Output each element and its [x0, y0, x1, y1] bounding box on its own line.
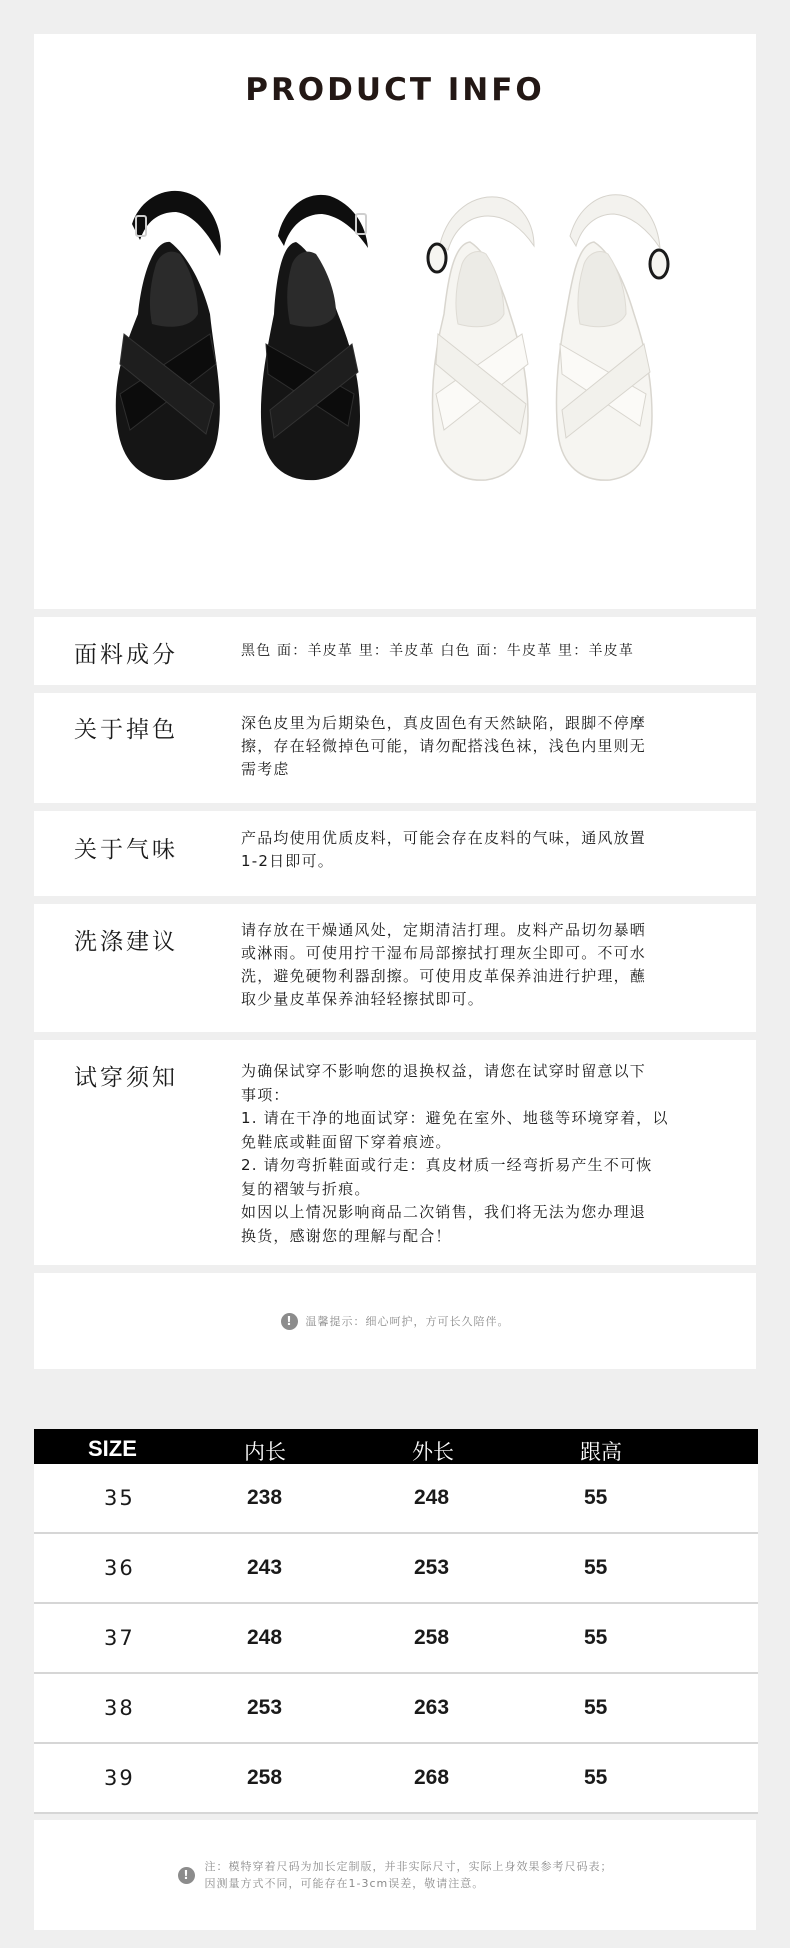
info-line: 如因以上情况影响商品二次销售，我们将无法为您办理退: [241, 1203, 647, 1221]
info-line: 免鞋底或鞋面留下穿着痕迹。: [241, 1132, 452, 1151]
cell-heel-height: 55: [584, 1766, 608, 1789]
cell-size: 39: [104, 1766, 135, 1790]
size-table: [34, 1429, 758, 1814]
info-line: 需考虑: [241, 760, 290, 778]
note-line: 因测量方式不同，可能存在1-3cm误差，敬请注意。: [204, 1877, 485, 1890]
cell-heel-height: 55: [584, 1556, 608, 1579]
info-row-material: [34, 617, 756, 685]
cell-outer-length: 253: [414, 1556, 450, 1579]
info-row-odor: [34, 811, 756, 896]
cell-inner-length: 243: [247, 1556, 283, 1579]
care-tip: [34, 1273, 756, 1369]
size-table-header: [34, 1429, 758, 1464]
info-row-value: [241, 640, 721, 663]
cell-size: 36: [104, 1556, 135, 1580]
table-row: [34, 1674, 758, 1744]
header-outer-length: 外长: [412, 1440, 454, 1464]
cell-inner-length: 253: [247, 1696, 283, 1719]
header-size: SIZE: [88, 1436, 137, 1461]
info-line: 洗，避免硬物利器刮擦。可使用皮革保养油进行护理，蘸: [241, 967, 647, 985]
care-tip-line: [34, 1273, 756, 1369]
table-row: [34, 1534, 758, 1604]
info-row-value: [241, 827, 721, 873]
header-inner-length: 内长: [244, 1440, 286, 1464]
care-tip-text: 温馨提示：细心呵护，方可长久陪伴。: [305, 1315, 510, 1328]
info-row-try-on: [34, 1040, 756, 1265]
info-line: 产品均使用优质皮料，可能会存在皮料的气味，通风放置: [241, 829, 647, 847]
info-row-fading: [34, 693, 756, 803]
cell-size: 35: [104, 1486, 135, 1510]
cell-heel-height: 55: [584, 1696, 608, 1719]
info-row-value: [241, 1060, 721, 1248]
measurement-note-line: [34, 1820, 756, 1930]
note-line: 注：模特穿着尺码为加长定制版，并非实际尺寸，实际上身效果参考尺码表；: [204, 1860, 613, 1873]
cell-size: 38: [104, 1696, 135, 1720]
product-image: [34, 184, 756, 544]
info-line: 2. 请勿弯折鞋面或行走：真皮材质一经弯折易产生不可恢: [241, 1156, 653, 1174]
cell-inner-length: 248: [247, 1626, 283, 1649]
info-line: 为确保试穿不影响您的退换权益，请您在试穿时留意以下: [241, 1062, 647, 1080]
info-line: 换货，感谢您的理解与配合！: [241, 1226, 452, 1245]
info-line: 黑色 面：羊皮革 里：羊皮革 白色 面：牛皮革 里：羊皮革: [241, 643, 635, 659]
cell-outer-length: 263: [414, 1696, 450, 1719]
info-line: 深色皮里为后期染色，真皮固色有天然缺陷，跟脚不停摩: [241, 714, 647, 732]
black-shoe-left: [116, 191, 221, 480]
info-line: 或淋雨。可使用拧干湿布局部擦拭打理灰尘即可。不可水: [241, 944, 647, 962]
info-row-label: 洗涤建议: [74, 929, 178, 955]
white-shoe-left: [428, 197, 534, 480]
cell-inner-length: 258: [247, 1766, 283, 1789]
info-line: 复的褶皱与折痕。: [241, 1179, 371, 1198]
cell-outer-length: 268: [414, 1766, 450, 1789]
table-row: [34, 1464, 758, 1534]
info-line: 事项：: [241, 1085, 290, 1104]
info-line: 取少量皮革保养油轻轻擦拭即可。: [241, 990, 485, 1008]
cell-outer-length: 258: [414, 1626, 450, 1649]
table-row: [34, 1744, 758, 1814]
measurement-note: [34, 1820, 756, 1930]
info-line: 1. 请在干净的地面试穿：避免在室外、地毯等环境穿着，以: [241, 1109, 669, 1127]
white-shoe-right: [556, 195, 668, 480]
info-row-label: 关于气味: [74, 837, 178, 863]
product-info-card: [34, 34, 756, 609]
info-line: 请存放在干燥通风处，定期清洁打理。皮料产品切勿暴晒: [241, 921, 647, 939]
product-info-title: PRODUCT INFO: [245, 72, 545, 108]
cell-heel-height: 55: [584, 1486, 608, 1509]
info-row-value: [241, 712, 721, 781]
info-row-label: 面料成分: [74, 642, 178, 668]
black-shoe-right: [261, 195, 368, 480]
table-row: [34, 1604, 758, 1674]
info-row-value: [241, 919, 721, 1011]
measurement-note-text: [205, 1858, 613, 1892]
cell-size: 37: [104, 1626, 135, 1650]
header-heel-height: 跟高: [580, 1440, 622, 1464]
info-icon: !: [178, 1867, 195, 1884]
cell-outer-length: 248: [414, 1486, 450, 1509]
info-line: 擦，存在轻微掉色可能，请勿配搭浅色袜，浅色内里则无: [241, 737, 647, 755]
info-row-label: 关于掉色: [74, 717, 178, 743]
info-row-care: [34, 904, 756, 1032]
cell-inner-length: 238: [247, 1486, 283, 1509]
info-line: 1-2日即可。: [241, 852, 334, 870]
info-row-label: 试穿须知: [74, 1065, 178, 1091]
cell-heel-height: 55: [584, 1626, 608, 1649]
info-icon: !: [281, 1313, 298, 1330]
